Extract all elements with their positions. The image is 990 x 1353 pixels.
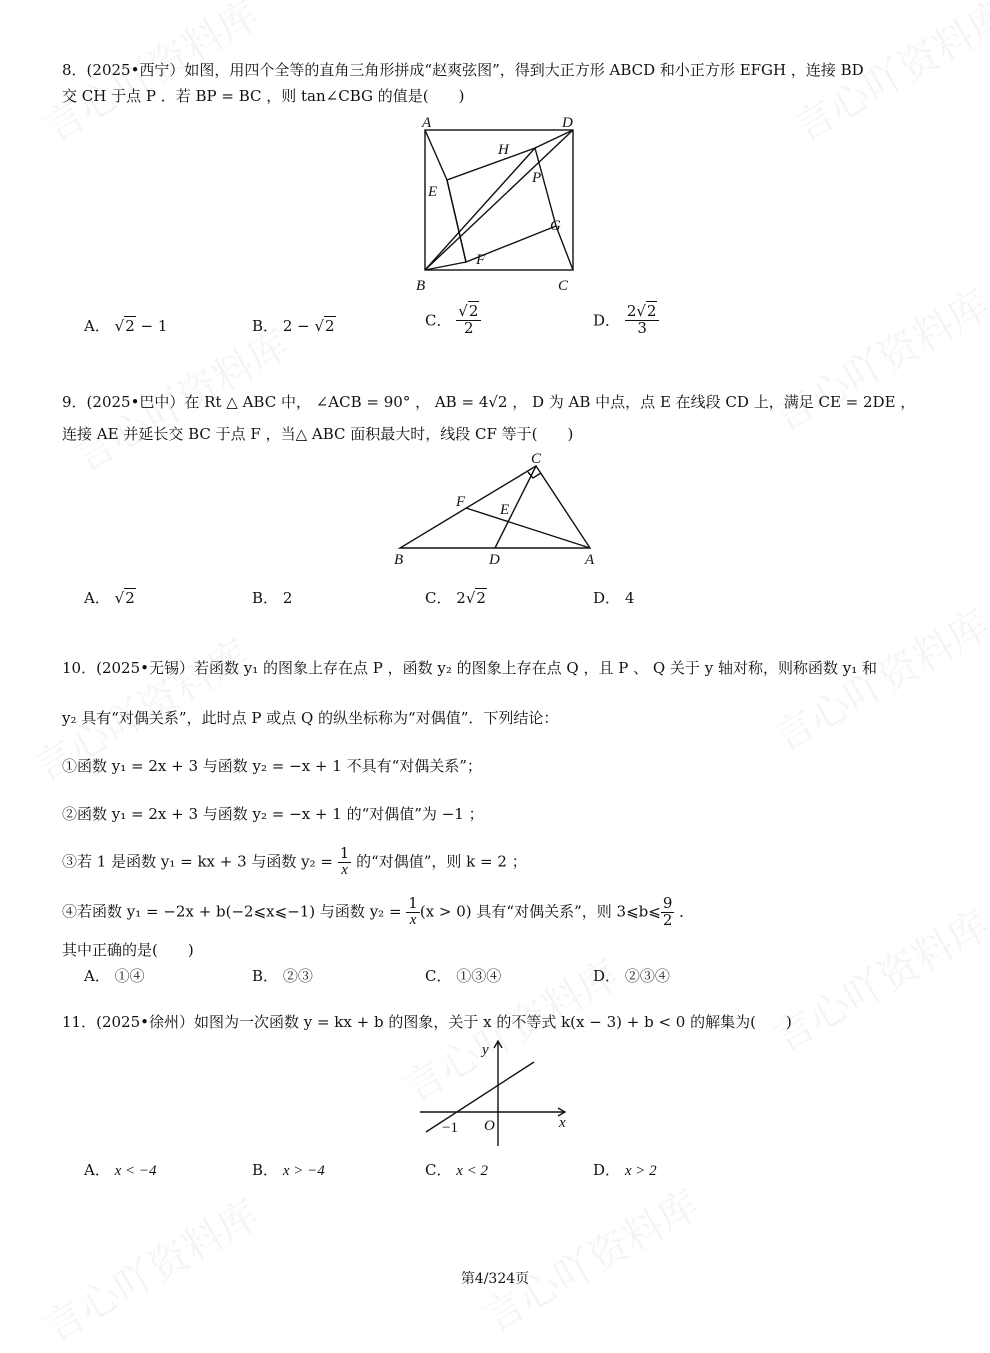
- label-d: D: [489, 552, 500, 568]
- q9-figure: [388, 448, 608, 573]
- q11-option-a[interactable]: A． x < −4: [84, 1161, 157, 1179]
- watermark: [762, 894, 990, 1063]
- label-b: B: [394, 552, 404, 568]
- q10-option-b[interactable]: B． ②③: [252, 967, 313, 985]
- q8-line-2: 交 CH 于点 P ．若 BP = BC ，则 tan∠CBG 的值是( ): [62, 87, 465, 105]
- q11-line-1: 11．(2025•徐州）如图为一次函数 y = kx + b 的图象，关于 x 的不等式 k(x − 3) + b < 0 的解集为( ): [62, 1013, 792, 1031]
- q10-statement-4: ④若函数 y₁ = −2x + b(−2⩽x⩽−1) 与函数 y₂ = $\frac{1}{x}$ (x > 0) 具有“对偶关系”，则 3⩽b⩽ $\frac{9}{2}$ ．: [62, 894, 695, 929]
- q9-option-b[interactable]: B． 2: [252, 589, 293, 607]
- q10-statement-2: ②函数 y₁ = 2x + 3 与函数 y₂ = −x + 1 的“对偶值”为 −1 ；: [62, 805, 484, 823]
- label-h: H: [498, 142, 509, 158]
- q11-option-c[interactable]: C． x < 2: [425, 1161, 489, 1179]
- q10-option-a[interactable]: A． ①④: [84, 967, 145, 985]
- line-ae-ext: [447, 180, 466, 262]
- q9-line-1: 9．(2025•巴中）在 Rt △ ABC 中， ∠ACB = 90° ， AB = 4√2 ， D 为 AB 中点，点 E 在线段 CD 上，满足 CE = 2DE ，: [62, 393, 916, 411]
- q10-statement-3: ③若 1 是函数 y₁ = kx + 3 与函数 y₂ = $\frac{1}{x}$ 的“对偶值”，则 k = 2 ；: [62, 844, 527, 878]
- label-c: C: [558, 278, 569, 294]
- q10-ask: 其中正确的是( ): [62, 941, 194, 959]
- q10-line-1: 10．(2025•无锡）若函数 y₁ 的图象上存在点 P ，函数 y₂ 的图象上存在点 Q ，且 P 、 Q 关于 y 轴对称，则称函数 y₁ 和: [62, 659, 877, 677]
- q11-option-b[interactable]: B． x > −4: [252, 1161, 325, 1179]
- q11-figure: [412, 1036, 582, 1154]
- label-origin: O: [484, 1118, 495, 1134]
- label-e: E: [428, 184, 438, 200]
- triangle-abc: [400, 466, 590, 548]
- q10-line-2: y₂ 具有“对偶关系”，此时点 P 或点 Q 的纵坐标称为“对偶值”．下列结论：: [62, 709, 559, 727]
- label-f: F: [456, 494, 466, 510]
- watermark: [762, 594, 990, 763]
- label-a: A: [422, 115, 432, 131]
- q10-statement-1: ①函数 y₁ = 2x + 3 与函数 y₂ = −x + 1 不具有“对偶关系”；: [62, 757, 482, 775]
- q8-option-b[interactable]: B． 2 − √2: [252, 317, 335, 335]
- q11-option-d[interactable]: D． x > 2: [593, 1161, 657, 1179]
- line-ae: [425, 130, 447, 180]
- label-p: P: [532, 170, 542, 186]
- label-d: D: [562, 115, 573, 131]
- label-f: F: [476, 252, 486, 268]
- q10-option-d[interactable]: D． ②③④: [593, 967, 670, 985]
- q8-option-a[interactable]: A． √2 − 1: [84, 317, 168, 335]
- q9-option-c[interactable]: C． 2√2: [425, 589, 486, 607]
- label-e: E: [500, 502, 510, 518]
- line-dh: [535, 130, 573, 148]
- small-square-efgh: [447, 148, 556, 262]
- label-x: x: [559, 1115, 566, 1131]
- q9-option-a[interactable]: A． √2: [84, 589, 135, 607]
- label-c: C: [531, 451, 542, 467]
- label-g: G: [550, 218, 561, 234]
- q8-line-1: 8．(2025•西宁）如图，用四个全等的直角三角形拼成“赵爽弦图”，得到大正方形 ABCD 和小正方形 EFGH ，连接 BD: [62, 61, 864, 79]
- q9-line-2: 连接 AE 并延长交 BC 于点 F ，当△ ABC 面积最大时，线段 CF 等于( ): [62, 425, 574, 443]
- label-b: B: [416, 278, 426, 294]
- watermark: [472, 1174, 708, 1343]
- line-af: [466, 508, 590, 548]
- label-y: y: [482, 1042, 489, 1058]
- q8-option-c[interactable]: C． $\frac{√2}{2}$: [425, 304, 481, 337]
- label-a: A: [585, 552, 595, 568]
- q8-figure: [410, 112, 590, 297]
- label-minus-one: −1: [442, 1120, 458, 1136]
- page-footer: 第4/324页: [460, 1271, 530, 1287]
- q8-option-d[interactable]: D． $\frac{2√2}{3}$: [593, 304, 659, 337]
- watermark: [762, 274, 990, 443]
- q9-option-d[interactable]: D． 4: [593, 589, 635, 607]
- q10-option-c[interactable]: C． ①③④: [425, 967, 502, 985]
